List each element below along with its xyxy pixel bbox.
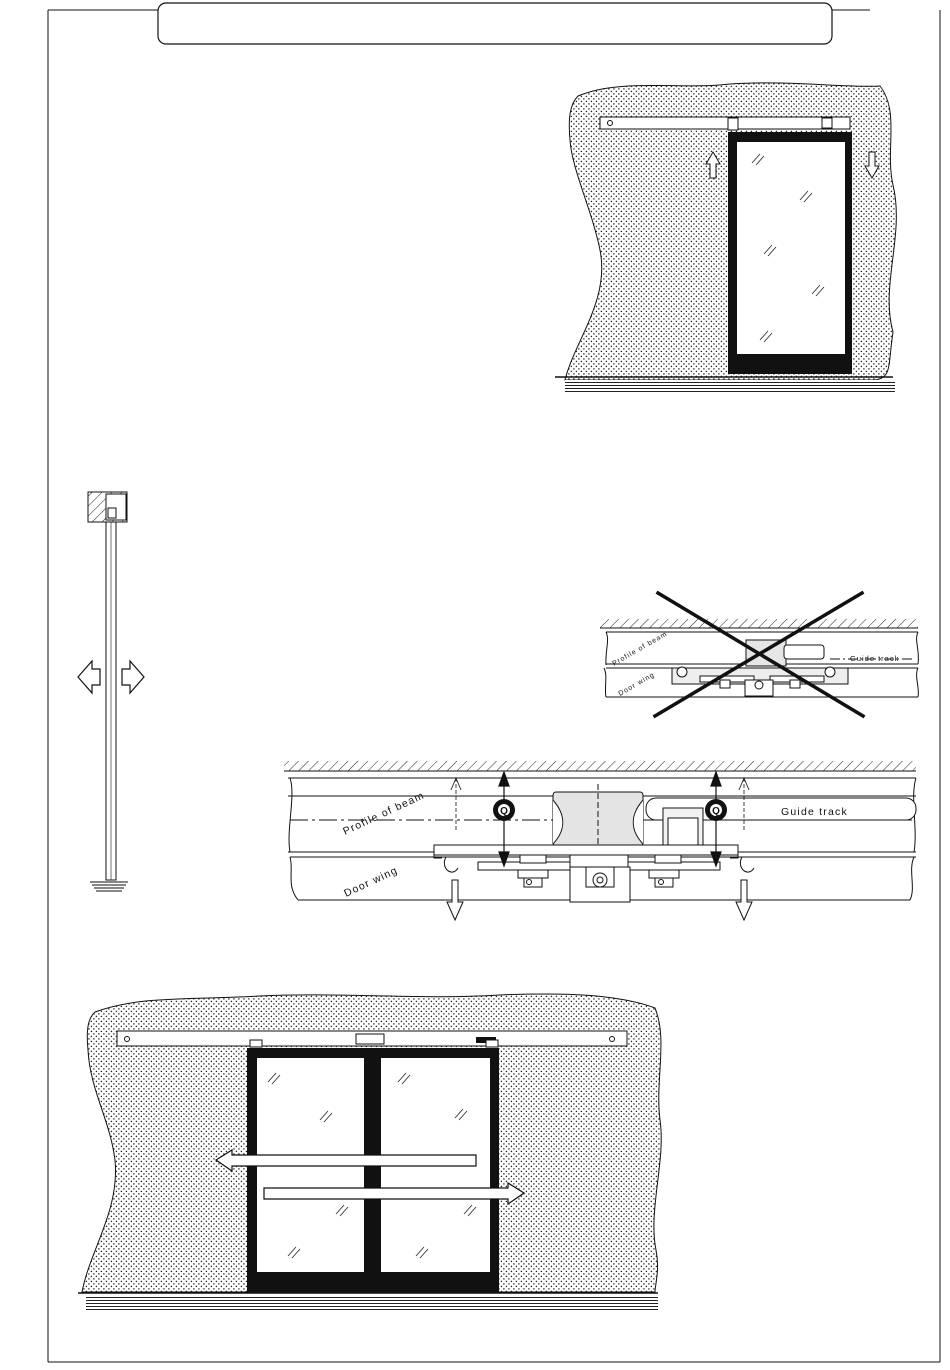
small-guide-track-label: Guide track [850, 654, 900, 663]
q-marker-right-icon [705, 799, 727, 821]
floor-side [90, 882, 128, 891]
side-section-figure [78, 492, 144, 891]
ceiling-hatch [284, 761, 916, 771]
profile-of-beam-label: Profile of beam [341, 789, 427, 838]
door-wing-label: Door wing [342, 864, 400, 900]
wrong-installation-figure [600, 593, 918, 716]
single-door-figure [555, 83, 896, 394]
double-door-figure [78, 994, 661, 1310]
door-top-rail [434, 845, 738, 855]
wrong-cross-icon [655, 593, 863, 716]
carriage-right [822, 118, 832, 128]
correct-installation-figure [284, 761, 916, 920]
carriage-left [728, 118, 738, 130]
central-block [553, 792, 643, 846]
title-box [158, 3, 832, 44]
arrow-right-icon [122, 661, 144, 693]
q-marker-left-label: Q [500, 806, 508, 817]
guide-track-label: Guide track [781, 806, 848, 818]
floor-hatch-lower [86, 1296, 658, 1310]
q-marker-left-icon [493, 799, 515, 821]
top-rail [600, 117, 850, 129]
small-profile-of-beam-label: Profile of beam [611, 630, 669, 668]
floor-hatch [565, 380, 895, 394]
ceiling-hatch-small [600, 619, 918, 628]
small-door-wing-label: Door wing [617, 671, 657, 698]
bracket-side [108, 508, 116, 518]
q-marker-right-label: Q [712, 806, 720, 817]
arrow-left-icon [78, 661, 100, 693]
door-glass [737, 142, 845, 354]
